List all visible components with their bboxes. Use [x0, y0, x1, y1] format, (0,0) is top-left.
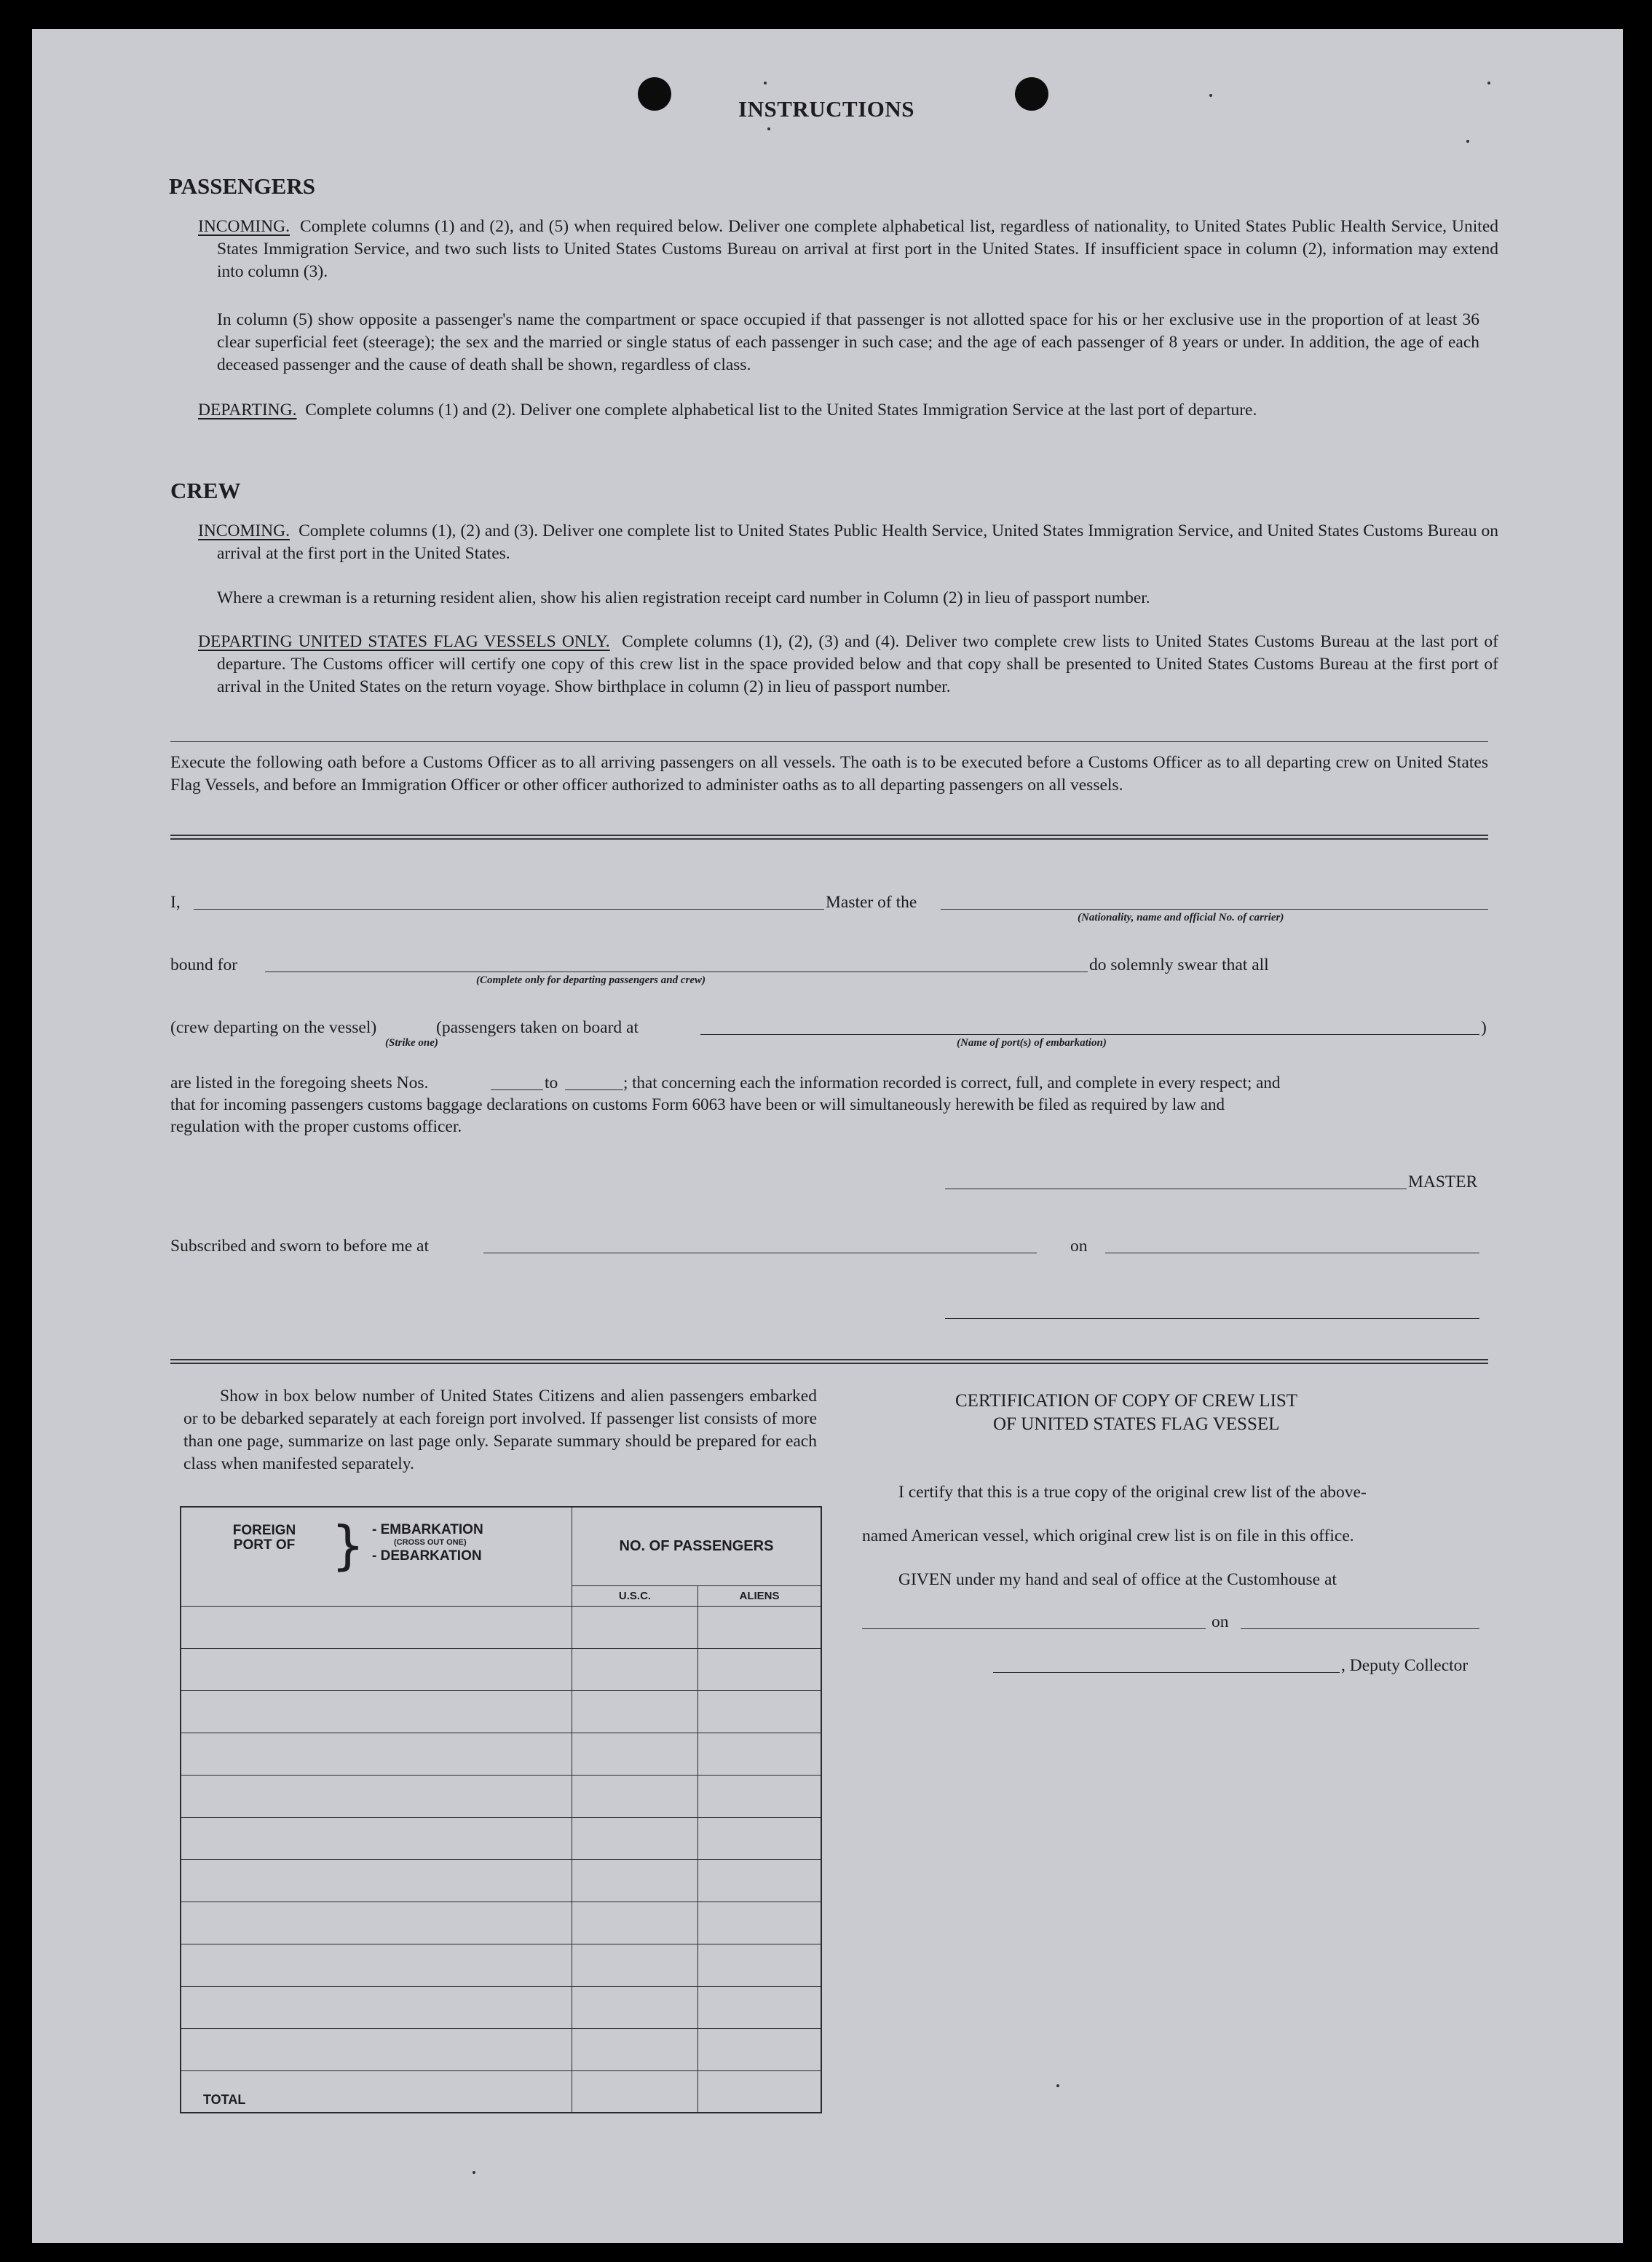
- aliens-cell[interactable]: [698, 1648, 822, 1690]
- strike-caption: (Strike one): [385, 1037, 438, 1049]
- usc-cell[interactable]: [572, 1944, 698, 1986]
- swear-label: do solemnly swear that all: [1089, 955, 1269, 974]
- certify-line2: named American vessel, which original crew list is on file in this office.: [862, 1526, 1354, 1545]
- port-cell[interactable]: [181, 1690, 572, 1733]
- sheet-from-field[interactable]: [491, 1089, 543, 1090]
- table-row: [181, 1733, 821, 1775]
- certify-line1: I certify that this is a true copy of the original crew list of the above-: [898, 1483, 1367, 1502]
- speck: [1056, 2084, 1059, 2087]
- port-cell[interactable]: [181, 1986, 572, 2028]
- table-row: [181, 1648, 821, 1690]
- cross-out-caption: (CROSS OUT ONE): [394, 1538, 467, 1547]
- summary-instructions: Show in box below number of United States Citizens and alien passengers embarked or to be debarked separately at each foreign port involved. If passenger list consists of more than one page, summarize on last page only. Separate summary should be prepared for each class when manifested separately.: [183, 1387, 817, 1473]
- port-cell[interactable]: [181, 1648, 572, 1690]
- usc-cell[interactable]: [572, 1775, 698, 1817]
- customhouse-field[interactable]: [862, 1628, 1206, 1629]
- aliens-cell[interactable]: [698, 2028, 822, 2070]
- port-cell[interactable]: [181, 1733, 572, 1775]
- given-text: GIVEN under my hand and seal of office at the Customhouse at: [898, 1570, 1337, 1589]
- vessel-field[interactable]: [941, 909, 1488, 910]
- usc-cell[interactable]: [572, 1859, 698, 1902]
- crew-departing-label: DEPARTING UNITED STATES FLAG VESSELS ONLY.: [198, 632, 610, 651]
- listed-to: to: [545, 1073, 558, 1092]
- total-label: TOTAL: [181, 2070, 572, 2113]
- speck: [1466, 140, 1469, 143]
- oath-i-label: I,: [170, 893, 181, 912]
- embarkation-option[interactable]: - EMBARKATION: [372, 1522, 483, 1537]
- punch-hole-left: [638, 77, 671, 111]
- table-row: [181, 1817, 821, 1859]
- master-label: MASTER: [1408, 1173, 1478, 1191]
- listed-text-a: are listed in the foregoing sheets Nos.: [170, 1073, 429, 1092]
- usc-cell[interactable]: [572, 1733, 698, 1775]
- aliens-cell[interactable]: [698, 1606, 822, 1648]
- listed-text-line3: regulation with the proper customs officer.: [170, 1117, 462, 1136]
- port-cell[interactable]: [181, 1775, 572, 1817]
- subscribed-label: Subscribed and sworn to before me at: [170, 1237, 430, 1256]
- aliens-cell[interactable]: [698, 1902, 822, 1944]
- debarkation-option[interactable]: - DEBARKATION: [372, 1548, 482, 1564]
- port-cell[interactable]: [181, 1944, 572, 1986]
- nationality-caption: (Nationality, name and official No. of carrier): [1078, 912, 1284, 923]
- close-paren: ): [1481, 1018, 1487, 1037]
- usc-cell[interactable]: [572, 1606, 698, 1648]
- passengers-heading: PASSENGERS: [169, 173, 315, 199]
- usc-cell[interactable]: [572, 1902, 698, 1944]
- page-title: INSTRUCTIONS: [738, 96, 915, 122]
- divider: [170, 741, 1488, 742]
- table-row: [181, 1690, 821, 1733]
- passenger-summary-table: [180, 1506, 822, 2113]
- cert-on-label: on: [1212, 1612, 1229, 1631]
- brace: }: [331, 1515, 365, 1576]
- passengers-departing: [198, 399, 1498, 422]
- passengers-taken-option[interactable]: (passengers taken on board at: [436, 1018, 639, 1037]
- passengers-incoming: [198, 216, 1498, 283]
- deputy-signature-field[interactable]: [993, 1672, 1340, 1673]
- officer-signature-field[interactable]: [945, 1318, 1479, 1319]
- port-cell[interactable]: [181, 1902, 572, 1944]
- listed-text-line2: that for incoming passengers customs baggage declarations on customs Form 6063 have been or will simultaneously herewith be filed as required by law and: [170, 1095, 1225, 1114]
- crew-incoming-text: Complete columns (1), (2) and (3). Deliver one complete list to United States Public Health Service, United States Immigration Service, and United States Customs Bureau on arrival at the first port in the United States.: [217, 521, 1498, 563]
- punch-hole-right: [1015, 77, 1048, 111]
- aliens-cell[interactable]: [698, 1986, 822, 2028]
- embarkation-port-field[interactable]: [700, 1034, 1479, 1035]
- deputy-collector-label: , Deputy Collector: [1341, 1656, 1469, 1675]
- total-usc-cell[interactable]: [572, 2070, 698, 2113]
- passengers-incoming-label: INCOMING.: [198, 217, 290, 236]
- passengers-column5: In column (5) show opposite a passenger's name the compartment or space occupied if that passenger is not allotted space for his or her exclusive use in the proportion of at least 36 clear superficial feet (steerage); the sex and the married or single status of each passenger in such case; and the age of each passenger of 8 years or under. In addition, the age of each deceased passenger and the cause of death shall be shown, regardless of class.: [217, 310, 1479, 374]
- table-row: [181, 1775, 821, 1817]
- double-rule: [170, 835, 1488, 840]
- listed-text-b: ; that concerning each the information recorded is correct, full, and complete in every respect; and: [623, 1073, 1281, 1092]
- crew-departing-option[interactable]: (crew departing on the vessel): [170, 1018, 377, 1037]
- usc-cell[interactable]: [572, 1986, 698, 2028]
- aliens-cell[interactable]: [698, 1690, 822, 1733]
- usc-cell[interactable]: [572, 2028, 698, 2070]
- form-page: [32, 29, 1623, 2243]
- foreign-port-label: FOREIGN PORT OF: [232, 1523, 296, 1553]
- aliens-cell[interactable]: [698, 1775, 822, 1817]
- speck: [1487, 82, 1490, 84]
- port-cell[interactable]: [181, 1859, 572, 1902]
- usc-header: U.S.C.: [572, 1585, 698, 1606]
- usc-cell[interactable]: [572, 1817, 698, 1859]
- cert-date-field[interactable]: [1241, 1628, 1479, 1629]
- foreign-port-header: [181, 1507, 572, 1606]
- master-of-label: Master of the: [826, 893, 917, 912]
- table-row: [181, 1986, 821, 2028]
- crew-heading: CREW: [170, 478, 241, 503]
- double-rule: [170, 1359, 1488, 1364]
- port-cell[interactable]: [181, 1606, 572, 1648]
- aliens-cell[interactable]: [698, 1944, 822, 1986]
- aliens-cell[interactable]: [698, 1817, 822, 1859]
- speck: [767, 127, 770, 130]
- certification-title-line2: OF UNITED STATES FLAG VESSEL: [993, 1414, 1280, 1434]
- table-row: [181, 1606, 821, 1648]
- embark-caption: (Name of port(s) of embarkation): [957, 1037, 1107, 1049]
- aliens-header: ALIENS: [698, 1585, 822, 1606]
- table-row: [181, 1902, 821, 1944]
- bound-for-label: bound for: [170, 955, 238, 974]
- crew-incoming-label: INCOMING.: [198, 521, 290, 540]
- usc-cell[interactable]: [572, 1690, 698, 1733]
- usc-cell[interactable]: [572, 1648, 698, 1690]
- total-row: [181, 2070, 821, 2113]
- total-aliens-cell[interactable]: [698, 2070, 822, 2113]
- passengers-departing-text: Complete columns (1) and (2). Deliver one complete alphabetical list to the United States Immigration Service at the last port of departure.: [305, 401, 1257, 419]
- aliens-cell[interactable]: [698, 1733, 822, 1775]
- passengers-header: NO. OF PASSENGERS: [572, 1507, 822, 1585]
- crew-resident: Where a crewman is a returning resident alien, show his alien registration receipt card number in Column (2) in lieu of passport number.: [217, 588, 1150, 607]
- subscribed-on-label: on: [1070, 1237, 1088, 1256]
- crew-incoming: [198, 520, 1498, 565]
- table-row: [181, 1944, 821, 1986]
- certification-title-line1: CERTIFICATION OF COPY OF CREW LIST: [955, 1391, 1298, 1411]
- passengers-departing-label: DEPARTING.: [198, 401, 297, 419]
- crew-departing: [198, 631, 1498, 698]
- aliens-cell[interactable]: [698, 1859, 822, 1902]
- speck: [764, 82, 767, 84]
- table-row: [181, 2028, 821, 2070]
- port-cell[interactable]: [181, 2028, 572, 2070]
- crew-departing-text: Complete columns (1), (2), (3) and (4). Deliver two complete crew lists to United States Customs Bureau at the last port of departure. The Customs officer will certify one copy of this crew list in the space provided below and that copy shall be presented to United States Customs Bureau at the first port of arrival in the United States on the return voyage. Show birthplace in column (2) in lieu of passport number.: [217, 632, 1499, 696]
- bound-caption: (Complete only for departing passengers and crew): [476, 974, 706, 986]
- passengers-incoming-text: Complete columns (1) and (2), and (5) when required below. Deliver one complete alphabetical list, regardless of nationality, to United States Public Health Service, United States Immigration Service, and two such lists to United States Customs Bureau on arrival at first port in the United States. If insufficient space in column (2), information may extend into column (3).: [217, 217, 1498, 281]
- oath-intro: Execute the following oath before a Customs Officer as to all arriving passengers on all vessels. The oath is to be executed before a Customs Officer as to all departing crew on United States Flag Vessels, and before an Immigration Officer or other officer authorized to administer oaths as to all departing passengers on all vessels.: [170, 753, 1488, 795]
- sheet-to-field[interactable]: [565, 1089, 623, 1090]
- speck: [1209, 94, 1212, 97]
- speck: [473, 2171, 475, 2174]
- master-name-field[interactable]: [194, 909, 824, 910]
- table-row: [181, 1859, 821, 1902]
- port-cell[interactable]: [181, 1817, 572, 1859]
